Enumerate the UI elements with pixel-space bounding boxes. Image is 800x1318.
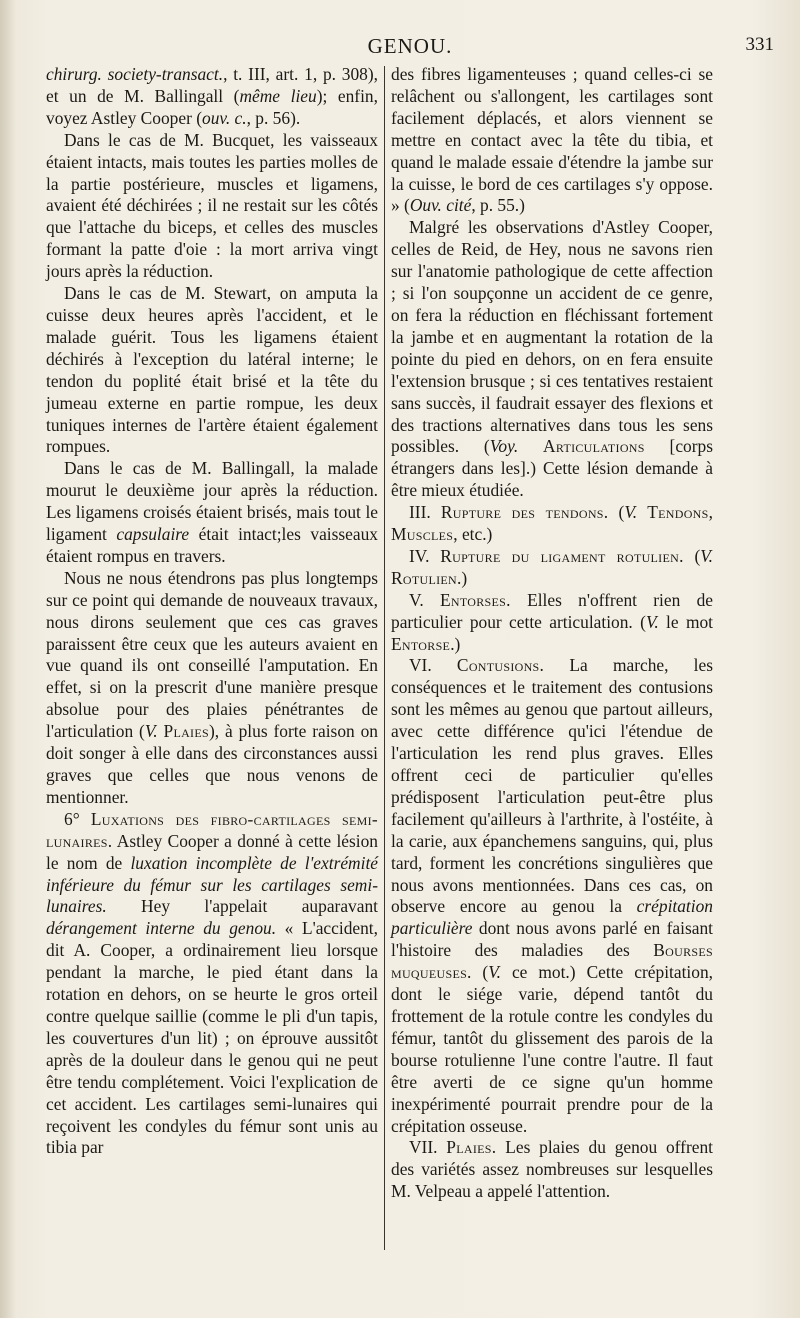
paragraph-bucquet-case: Dans le cas de M. Bucquet, les vaisseaux étaient intacts, mais toutes les parties molles de la partie postérieure, muscles et ligamens, avaient été déchirées ; il ne restait sur les côtés que l'attache du biceps, et celles des muscles formant la patte d'oie : la mort arriva vingt jours après la réduction. [46,129,378,282]
page-gutter-shadow [0,0,16,1318]
column-divider [384,66,385,1250]
paragraph-cooper-quote-end: des fibres ligamenteuses ; quand celles-ci se relâchent ou s'allongent, les cartilages sont facilement déplacés, et alors viennent se mettre en contact avec la tête du tibia, et quand le malade essaie d'étendre la jambe sur la cuisse, le bord de ces cartilages s'y oppose. » (Ouv. cité, p. 55.) [391,64,713,216]
paragraph-rupture-ligament: IV. Rupture du ligament rotulien. (V. Rotulien.) [391,545,713,588]
paragraph-contusions: VI. Contusions. La marche, les conséquences et le traitement des contusions sont les mêmes au genou que partout ailleurs, avec cette différence qu'ici l'étendue de l'articulation les rend plus graves. Elles offrent ceci de particulier qu'elles prédisposent l'articulation peut-être plus facilement qu'ailleurs à l'arthrite, à l'ostéite, à la carie, aux épanchemens sanguins, qui, plus tard, forment les concrétions singulières que nous avons mentionnées. Dans ces cas, on observe encore au genou la crépitation particulière dont nous avons parlé en faisant l'histoire des maladies des Bourses muqueuses. (V. ce mot.) Cette crépitation, dont le siége varie, dépend tantôt du frottement de la rotule contre les condyles du fémur, tantôt du glissement des parois de la bourse rotulienne l'une contre l'autre. Il faut être averti de ce signe qu'un homme inexpérimenté pourrait prendre pour de la crépitation osseuse. [391,655,713,1136]
journal-citation: chirurg. society-transact. [46,64,224,84]
running-head [46,34,774,64]
section-heading: Plaies. [446,1137,497,1158]
paragraph-amputation: Nous ne nous étendrons pas plus longtemps sur ce point qui demande de nouveaux travaux, nous dirons seulement que ces cas graves paraissent être ceux que les auteurs avaient en vue quand ils ont conseillé l'amputation. En effet, si on la prescrit d'une manière presque absolue pour des plaies pénétrantes de l'articulation (V. Plaies), à plus forte raison on doit songer à elle dans des circonstances aussi graves que celles que nous venons de mentionner. [46,567,378,807]
paragraph-entorses: V. Entorses. Elles n'offrent rien de particulier pour cette articulation. (V. le mot Entorse.) [391,589,713,654]
paragraph-rupture-tendons: III. Rupture des tendons. (V. Tendons, Muscles, etc.) [391,502,713,545]
left-column [46,64,378,1159]
paragraph-reference-continuation: chirurg. society-transact., t. III, art. 1, p. 308), et un de M. Ballingall (même lieu); enfin, voyez Astley Cooper (ouv. c., p. 56). [46,64,378,128]
paragraph-stewart-case: Dans le cas de M. Stewart, on amputa la cuisse deux heures après l'accident, et le malade guérit. Tous les ligamens étaient déchirés à l'exception du latéral interne; le tendon du poplité était brisé et la tête du jumeau externe en partie rompue, les deux tuniques internes de l'artère étaient également rompues. [46,283,378,457]
section-heading: Entorses. [439,589,511,610]
page-title: GENOU. [367,34,453,58]
paragraph-luxations-fibro-cartilages: 6° Luxations des fibro-cartilages semi-lunaires. Astley Cooper a donné à cette lésion le nom de luxation incomplète de l'extrémité inférieure du fémur sur les cartilages semi-lunaires. Hey l'appelait auparavant dérangement interne du genou. « L'accident, dit A. Cooper, a ordinairement lieu lorsque pendant la marche, le pied étant dans la rotation en dehors, on se heurte le gros orteil contre quelque saillie (comme le pli d'un tapis, les couvertures d'un lit) ; on éprouve aussitôt après de la douleur dans le genou qui ne peut être tendu complétement. Voici l'explication de cet accident. Les cartilages semi-lunaires qui reçoivent les condyles du fémur sont unis au tibia par [46,808,378,1158]
right-column [391,64,713,1203]
section-heading: Rupture des tendons. [440,502,609,523]
section-heading: Contusions. [456,655,545,676]
paragraph-ballingall-case: Dans le cas de M. Ballingall, la malade mourut le deuxième jour après la réduction. Les ligamens croisés étaient brisés, mais tout le ligament capsulaire était intact;les vaisseaux étaient rompus en travers. [46,458,378,566]
paragraph-treatment: Malgré les observations d'Astley Cooper, celles de Reid, de Hey, nous ne savons rien sur l'anatomie pathologique de cette affection ; si l'on soupçonne un accident de ce genre, on fera la réduction en fléchissant fortement la jambe et en augmentant la rotation de la pointe du pied en dehors, on en fera ensuite l'extension brusque ; si ces tentatives restaient sans succès, il faudrait essayer des flexions et des tractions alternatives dans tous les sens possibles. (Voy. Articulations [corps étrangers dans les].) Cette lésion demande à être mieux étudiée. [391,217,713,501]
section-heading: Rupture du ligament rotulien. [440,545,684,566]
section-heading: Luxations des fibro-cartilages semi-lunaires. [46,808,378,851]
paragraph-plaies: VII. Plaies. Les plaies du genou offrent des variétés assez nombreuses sur lesquelles M. Velpeau a appelé l'attention. [391,1137,713,1202]
page-number: 331 [745,34,774,55]
